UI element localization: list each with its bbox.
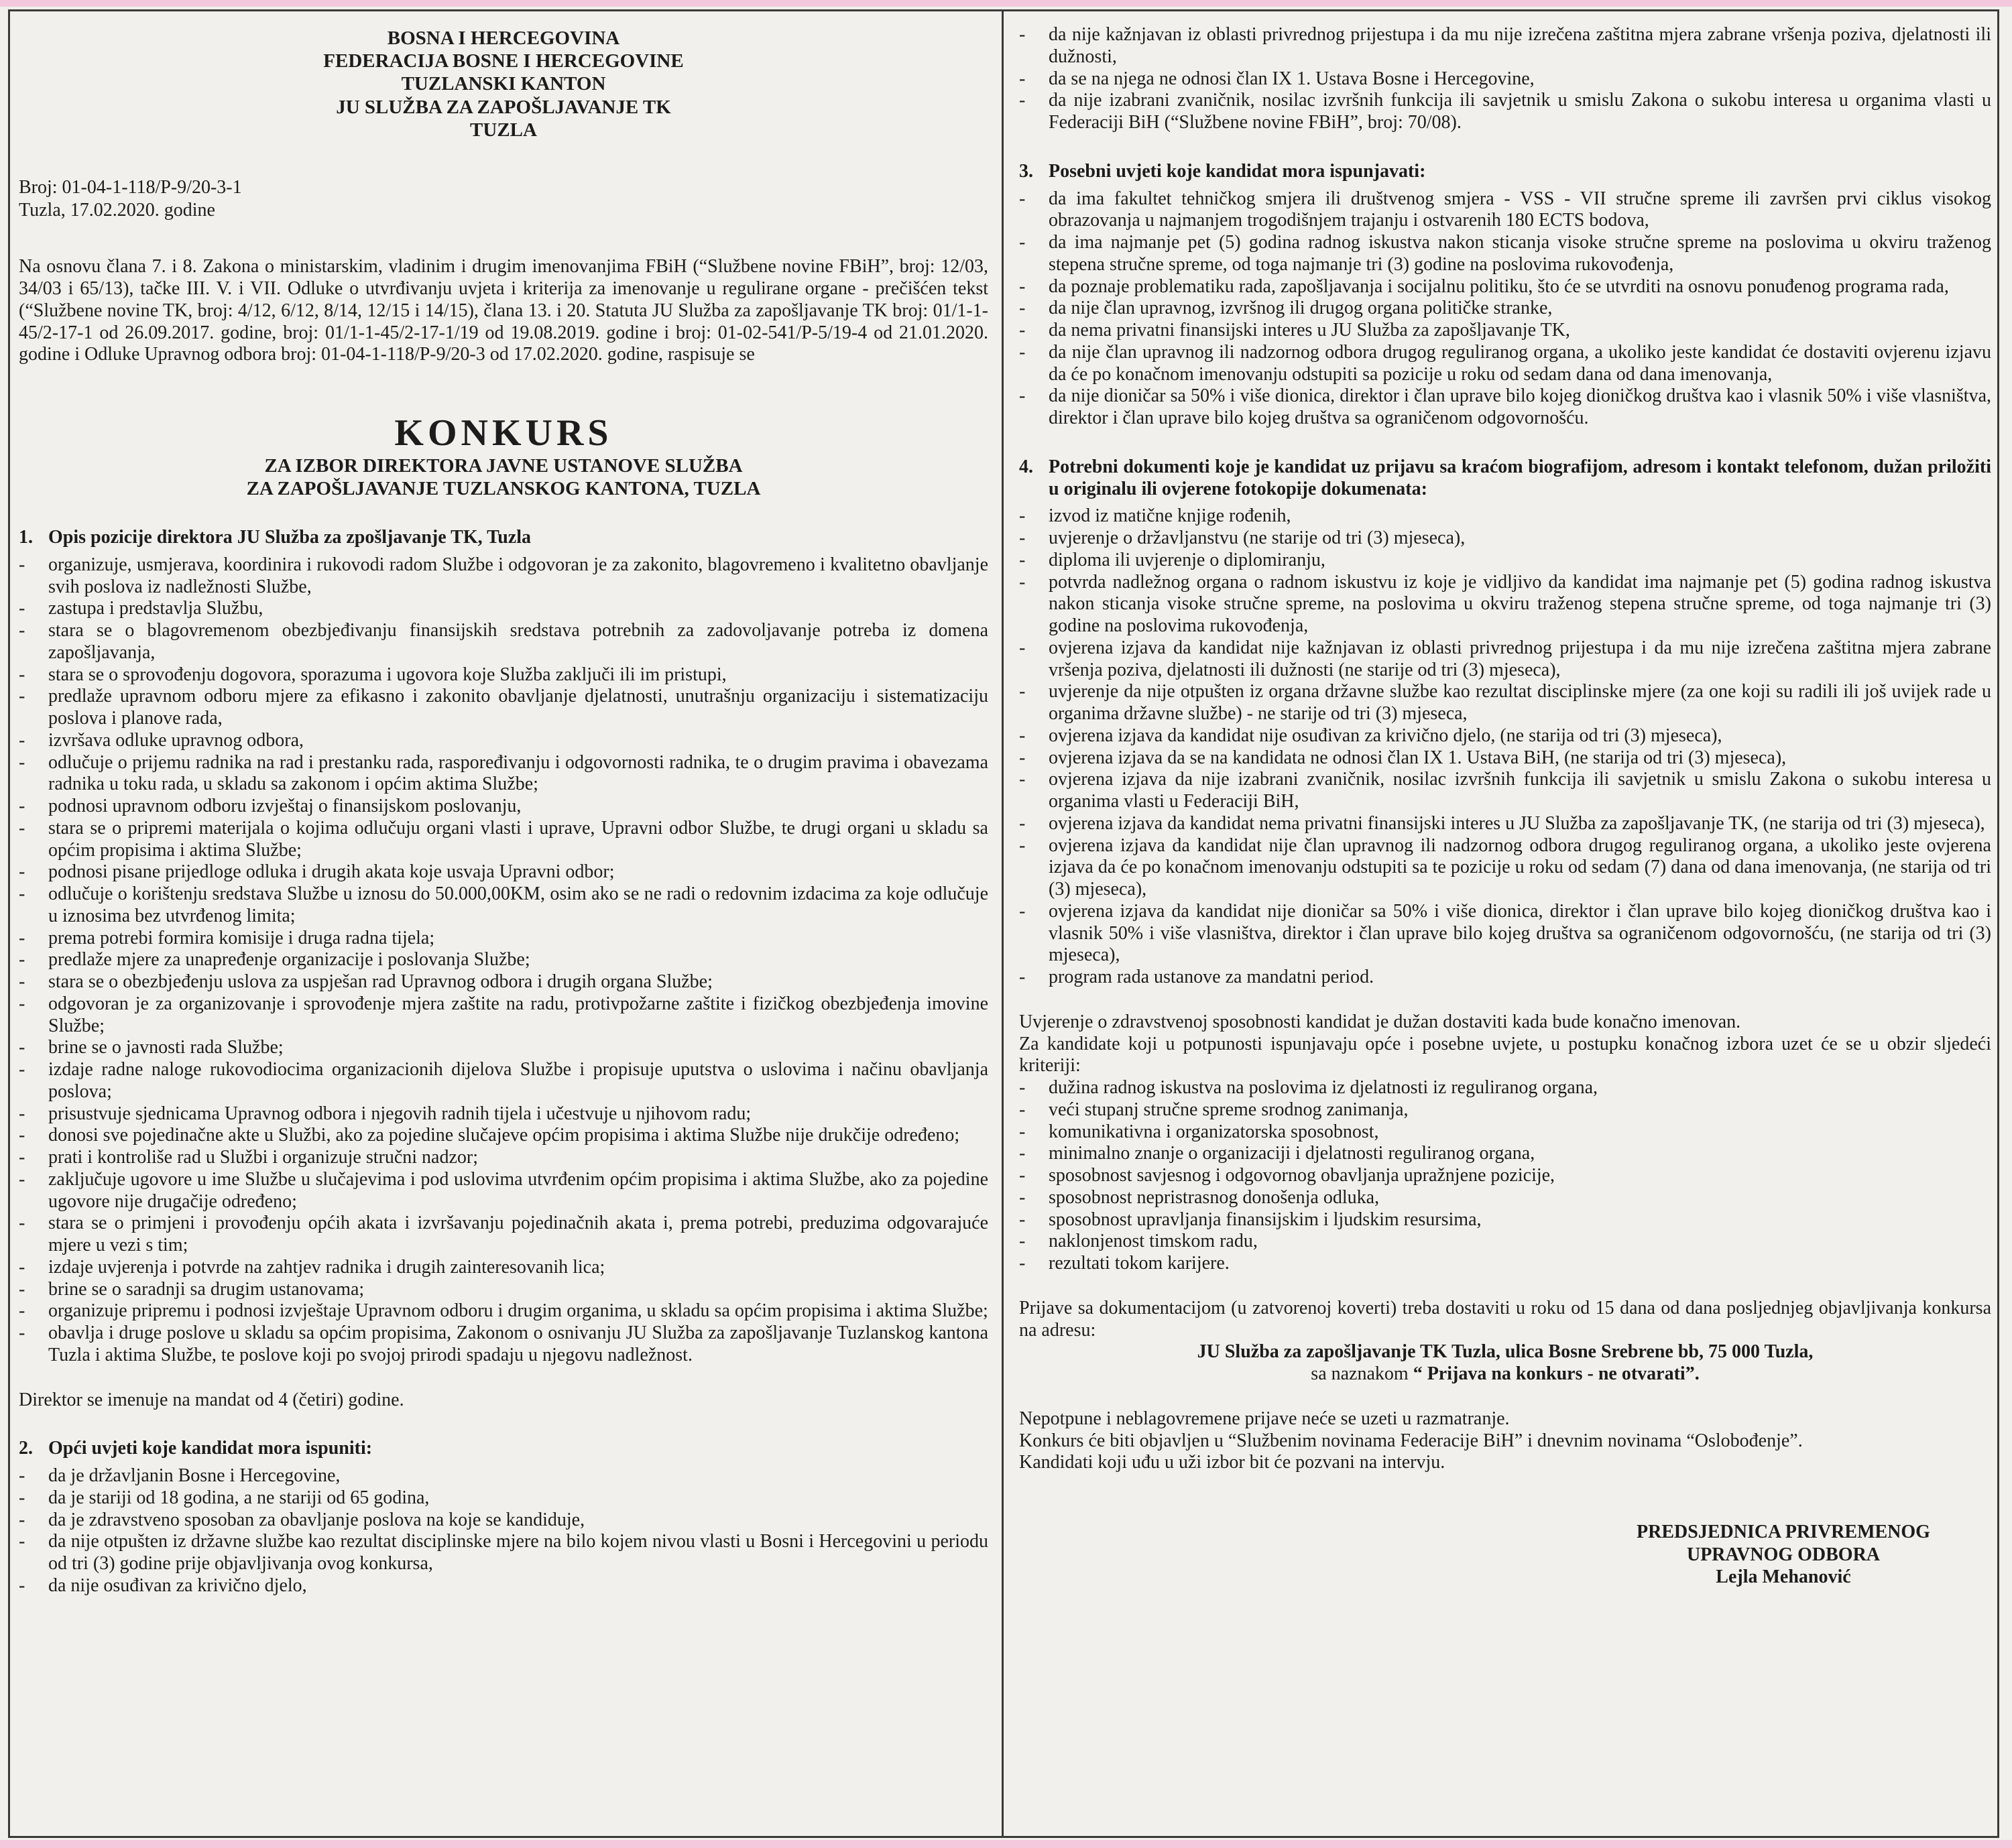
- list-item-text: da poznaje problematiku rada, zapošljavanja i socijalnu politiku, što će se utvrditi na osnovu ponuđenog programa rada,: [1049, 275, 1949, 297]
- mandate-block: [19, 1390, 988, 1412]
- submission-note: [1019, 1363, 1991, 1385]
- dash-marker: -: [1019, 812, 1026, 834]
- list-item-text: brine se o javnosti rada Službe;: [48, 1037, 284, 1058]
- list-item-text: donosi sve pojedinačne akte u Službi, ako za pojedine slučajeve općim propisima i aktima Službe nije drukčije određeno;: [48, 1125, 960, 1146]
- list-item: [1019, 276, 1991, 298]
- list-item: [19, 1322, 988, 1367]
- dash-marker: -: [19, 620, 25, 641]
- list-item: [19, 1300, 988, 1322]
- closing-line: Kandidati koji uđu u uži izbor bit će pozvani na intervju.: [1019, 1452, 1445, 1473]
- list-item: [1019, 1253, 1991, 1275]
- list-item: [1019, 1143, 1991, 1165]
- signature-name: Lejla Mehanović: [1716, 1566, 1851, 1588]
- list-item-text: da nije član upravnog ili nadzornog odbora drugog reguliranog organa, a ukoliko jeste kandidat će dostaviti ovjerenu izjavu da će po konačnom imenovanju odstupiti sa pozicije u roku od sedam dana od dana imenovanja,: [1049, 341, 1991, 385]
- dash-marker: -: [19, 971, 25, 993]
- mandate-text: Direktor se imenuje na mandat od 4 (četiri) godine.: [19, 1389, 404, 1410]
- dash-marker: -: [1019, 1077, 1026, 1098]
- list-item: [19, 1169, 988, 1213]
- dash-marker: -: [19, 817, 25, 839]
- list-item-text: ovjerena izjava da kandidat nije osuđivan za krivično djelo, (ne starija od tri (3) mjeseca),: [1049, 725, 1722, 746]
- list-item-text: sposobnost savjesnog i odgovornog obavljanja upražnjene pozicije,: [1049, 1165, 1555, 1186]
- section-2-title: [19, 1438, 988, 1460]
- list-item: [19, 993, 988, 1038]
- list-item-text: da nije otpušten iz državne službe kao rezultat disciplinske mjere na bilo kojem nivou vlasti u Bosni i Hercegovini u periodu od tri (3) godine prije objavljivanja ovog konkursa,: [48, 1531, 988, 1575]
- list-item-text: stara se o sprovođenju dogovora, sporazuma i ugovora koje Služba zaključi ili im pristupi,: [48, 664, 727, 685]
- intro-paragraph: Na osnovu člana 7. i 8. Zakona o ministarskim, vladinim i drugim imenovanjima FBiH (“Službene novine FBiH”, broj: 12/03, 34/03 i 65/13), tačke III. V. i VII. Odluke o utvrđivanju uvjeta i kriterija za imenovanje u regulirane organe - prečišćen tekst (“Službene novine TK, broj: 4/12, 6/12, 8/14, 12/15 i 14/15), člana 13. i 20. Statuta JU Služba za zapošljavanje TK broj: 01/1-1-45/2-17-1 od 26.09.2017. godine, broj: 01/1-1-45/2-17-1/19 od 19.08.2019. godine i broj: 01-02-541/P-5/19-4 od 21.01.2020. godine i Odluke Upravnog odbora broj: 01-04-1-118/P-9/20-3 od 17.02.2020. godine, raspisuje se: [19, 256, 988, 365]
- list-item: [19, 1531, 988, 1575]
- list-item-text: prema potrebi formira komisije i druga radna tijela;: [48, 927, 435, 948]
- section-title-text: Opći uvjeti koje kandidat mora ispuniti:: [48, 1438, 373, 1459]
- section-4-title: [1019, 456, 1991, 501]
- signature-title: PREDSJEDNICA PRIVREMENOG: [1637, 1522, 1930, 1542]
- list-item: [19, 1257, 988, 1279]
- dash-marker: -: [19, 664, 25, 685]
- list-item-text: uvjerenje da nije otpušten iz organa državne službe kao rezultat disciplinske mjere (za one koji su radili ili još uvijek rade u organima državne službe) - ne starije od tri (3) mjeseca,: [1049, 681, 1991, 724]
- dash-marker: -: [1019, 571, 1026, 593]
- list-item-text: komunikativna i organizatorska sposobnost,: [1049, 1121, 1379, 1142]
- dash-marker: -: [1019, 747, 1026, 768]
- list-item-text: ovjerena izjava da nije izabrani zvaničnik, nosilac izvršnih funkcija ili savjetnik u smislu Zakona o sukobu interesa u organima vlasti u Federaciji BiH,: [1049, 769, 1991, 812]
- header-line: BOSNA I HERCEGOVINA: [387, 27, 620, 49]
- list-item: [19, 730, 988, 752]
- list-item: [1019, 1165, 1991, 1187]
- section-1-list: [19, 554, 988, 1367]
- list-item: [1019, 747, 1991, 769]
- dash-marker: -: [1019, 188, 1026, 209]
- dash-marker: -: [1019, 385, 1026, 407]
- submission-address: JU Služba za zapošljavanje TK Tuzla, ulica Bosne Srebrene bb, 75 000 Tuzla,: [1197, 1341, 1814, 1363]
- list-item-text: ovjerena izjava da se na kandidata ne odnosi član IX 1. Ustava BiH, (ne starija od tri (3) mjeseca),: [1049, 747, 1787, 768]
- list-item: [1019, 24, 1991, 68]
- list-item: [1019, 1187, 1991, 1209]
- dash-marker: -: [1019, 549, 1026, 570]
- dash-marker: -: [1019, 298, 1026, 319]
- dash-marker: -: [19, 1300, 25, 1322]
- dash-marker: -: [19, 796, 25, 817]
- dash-marker: -: [1019, 68, 1026, 89]
- list-item-text: ovjerena izjava da kandidat nema privatni finansijski interes u JU Služba za zapošljavanje TK, (ne starija od tri (3) mjeseca),: [1049, 812, 1985, 834]
- list-item-text: da nije izabrani zvaničnik, nosilac izvršnih funkcija ili savjetnik u smislu Zakona o sukobu interesa u organima vlasti u Federaciji BiH (“Službene novine FBiH”, broj: 70/08).: [1049, 90, 1991, 133]
- list-item-text: stara se o obezbjeđenju uslova za uspješan rad Upravnog odbora i drugih organa Službe;: [48, 971, 713, 993]
- dash-marker: -: [19, 993, 25, 1014]
- list-item-text: zastupa i predstavlja Službu,: [48, 598, 263, 619]
- top-color-stripe: [0, 0, 2012, 7]
- list-item-text: izvršava odluke upravnog odbora,: [48, 729, 304, 751]
- submission-block: [1019, 1298, 1991, 1385]
- list-item: [1019, 813, 1991, 835]
- left-column: [19, 27, 988, 1597]
- list-item: [19, 1037, 988, 1059]
- section-title-text: Opis pozicije direktora JU Služba za zpošljavanje TK, Tuzla: [48, 527, 532, 548]
- list-item-text: da nije kažnjavan iz oblasti privrednog prijestupa i da mu nije izrečena zaštitna mjera zabrane vršenja poziva, djelatnosti ili dužnosti,: [1049, 24, 1991, 67]
- closing-block: [1019, 1408, 1991, 1474]
- submission-note-label: “ Prijava na konkurs - ne otvarati”.: [1413, 1363, 1700, 1384]
- dash-marker: -: [19, 1059, 25, 1081]
- dash-marker: -: [1019, 1186, 1026, 1208]
- list-item: [1019, 528, 1991, 550]
- list-item: [19, 1147, 988, 1169]
- list-item: [19, 1465, 988, 1487]
- dash-marker: -: [1019, 232, 1026, 253]
- list-item: [1019, 901, 1991, 967]
- list-item-text: sposobnost upravljanja finansijskim i ljudskim resursima,: [1049, 1209, 1482, 1230]
- list-item-text: da nije član upravnog, izvršnog ili drugog organa političke stranke,: [1049, 298, 1553, 319]
- list-item-text: da se na njega ne odnosi član IX 1. Ustava Bosne i Hercegovine,: [1049, 68, 1535, 89]
- dash-marker: -: [1019, 725, 1026, 746]
- dash-marker: -: [19, 927, 25, 948]
- list-item-text: diploma ili uvjerenje o diplomiranju,: [1049, 549, 1325, 570]
- dash-marker: -: [1019, 769, 1026, 790]
- dash-marker: -: [1019, 1231, 1026, 1252]
- dash-marker: -: [19, 1125, 25, 1146]
- column-divider: [1002, 9, 1004, 1838]
- dash-marker: -: [19, 1322, 25, 1344]
- list-item: [1019, 1099, 1991, 1121]
- document-header: [19, 27, 988, 141]
- dash-marker: -: [19, 1531, 25, 1552]
- list-item-text: stara se o pripremi materijala o kojima odlučuju organi vlasti i uprave, Upravni odbor Službe, te drugi organi u skladu sa općim propisima i aktima Službe;: [48, 817, 988, 861]
- dash-marker: -: [19, 1487, 25, 1508]
- list-item-text: ovjerena izjava da kandidat nije član upravnog ili nadzornog odbora drugog reguliranog organa, a ukoliko jeste ovjerena izjava da će po konačnom imenovanju odstupiti sa te pozicije u roku od sedam (7) dana od dana imenovanja, (ne starija od tri (3) mjeseca),: [1049, 835, 1991, 900]
- dash-marker: -: [1019, 835, 1026, 856]
- list-item: [19, 971, 988, 993]
- dash-marker: -: [19, 1575, 25, 1596]
- dash-marker: -: [1019, 1165, 1026, 1186]
- list-item: [19, 1279, 988, 1301]
- list-item: [1019, 1231, 1991, 1253]
- submission-note-prefix: sa naznakom: [1311, 1363, 1409, 1384]
- dash-marker: -: [1019, 1209, 1026, 1230]
- list-item-text: veći stupanj stručne spreme srodnog zanimanja,: [1049, 1099, 1409, 1120]
- list-item-text: stara se o blagovremenom obezbjeđivanju finansijskih sredstava potrebnih za zadovoljavanje potreba iz domena zapošljavanja,: [48, 620, 988, 663]
- dash-marker: -: [19, 686, 25, 707]
- header-line: JU SLUŽBA ZA ZAPOŠLJAVANJE TK: [336, 96, 671, 118]
- list-item: [1019, 1077, 1991, 1099]
- section-number: 1.: [19, 527, 33, 548]
- list-item: [1019, 68, 1991, 90]
- dash-marker: -: [1019, 24, 1026, 45]
- list-item: [19, 554, 988, 599]
- list-item-text: sposobnost nepristrasnog donošenja odluka,: [1049, 1186, 1380, 1208]
- list-item: [1019, 1209, 1991, 1231]
- closing-line: Konkurs će biti objavljen u “Službenim novinama Federacije BiH” i dnevnim novinama “Oslobođenje”.: [1019, 1430, 1803, 1451]
- list-item-text: predlaže upravnom odboru mjere za efikasno i zakonito obavljanje djelatnosti, unutrašnju organizaciju i sistematizaciju poslova i planove rada,: [48, 686, 988, 729]
- list-item: [19, 1487, 988, 1510]
- dash-marker: -: [1019, 637, 1026, 658]
- dash-marker: -: [19, 1256, 25, 1278]
- section-number: 2.: [19, 1438, 33, 1459]
- list-item: [19, 949, 988, 971]
- list-item: [1019, 90, 1991, 134]
- section-2-list: [19, 1465, 988, 1597]
- list-item-text: da je zdravstveno sposoban za obavljanje poslova na koje se kandiduje,: [48, 1509, 585, 1530]
- list-item: [1019, 385, 1991, 430]
- list-item: [1019, 769, 1991, 813]
- list-item-text: odlučuje o prijemu radnika na rad i prestanku rada, raspoređivanju i odgovornosti radnika, te o drugim pravima i obavezama radnika u toku rada, u skladu sa zakonom i općim aktima Službe;: [48, 751, 988, 795]
- list-item-text: minimalno znanje o organizaciji i djelatnosti reguliranog organa,: [1049, 1143, 1535, 1164]
- dash-marker: -: [1019, 681, 1026, 702]
- dash-marker: -: [19, 554, 25, 575]
- list-item: [19, 598, 988, 620]
- list-item-text: naklonjenost timskom radu,: [1049, 1231, 1258, 1252]
- list-item-text: odgovoran je za organizovanje i sprovođenje mjera zaštite na radu, protivpožarne zaštite i fizičkog obezbjeđenja imovine Službe;: [48, 993, 988, 1036]
- header-line: TUZLANSKI KANTON: [401, 73, 606, 95]
- list-item-text: organizuje, usmjerava, koordinira i rukovodi radom Službe i odgovoran je za zakonito, blagovremeno i kvalitetno obavljanje svih poslova iz nadležnosti Službe,: [48, 554, 988, 597]
- list-item-text: izdaje radne naloge rukovodiocima organizacionih dijelova Službe i propisuje uputstva o uslovima i načinu obavljanja poslova;: [48, 1059, 988, 1102]
- dash-marker: -: [1019, 528, 1026, 548]
- list-item: [19, 861, 988, 883]
- dash-marker: -: [19, 1278, 25, 1300]
- list-item: [1019, 725, 1991, 747]
- konkurs-title: KONKURS: [394, 412, 613, 454]
- list-item: [1019, 232, 1991, 276]
- dash-marker: -: [19, 729, 25, 751]
- dash-marker: -: [1019, 341, 1026, 363]
- konkurs-subtitle: ZA ZAPOŠLJAVANJE TUZLANSKOG KANTONA, TUZLA: [246, 477, 761, 499]
- section-title-text: Potrebni dokumenti koje je kandidat uz prijavu sa kraćom biografijom, adresom i kontakt telefonom, dužan priložiti u originalu ili ovjerene fotokopije dokumenata:: [1049, 456, 1991, 499]
- list-item-text: rezultati tokom karijere.: [1049, 1253, 1230, 1274]
- submission-text: Prijave sa dokumentacijom (u zatvorenoj koverti) treba dostaviti u roku od 15 dana od dana posljednjeg objavljivanja konkursa na adresu:: [1019, 1297, 1991, 1341]
- dash-marker: -: [19, 1213, 25, 1234]
- dash-marker: -: [1019, 1143, 1026, 1164]
- list-item-text: prisustvuje sjednicama Upravnog odbora i njegovih radnih tijela i učestvuje u njihovom radu;: [48, 1103, 752, 1124]
- dash-marker: -: [19, 598, 25, 619]
- list-item: [1019, 967, 1991, 989]
- list-item-text: uvjerenje o državljanstvu (ne starije od tri (3) mjeseca),: [1049, 528, 1466, 548]
- list-item-text: predlaže mjere za unapređenje organizacije i poslovanja Službe;: [48, 949, 530, 971]
- dash-marker: -: [1019, 900, 1026, 922]
- dash-marker: -: [1019, 1253, 1026, 1274]
- list-item: [19, 796, 988, 818]
- list-item: [19, 686, 988, 730]
- bottom-color-stripe: [0, 1840, 2012, 1848]
- list-item: [1019, 835, 1991, 901]
- document-date: Tuzla, 17.02.2020. godine: [19, 199, 215, 221]
- header-line: FEDERACIJA BOSNE I HERCEGOVINE: [323, 50, 684, 72]
- dash-marker: -: [1019, 1121, 1026, 1142]
- header-line: TUZLA: [470, 119, 537, 141]
- dash-marker: -: [19, 1103, 25, 1124]
- document-meta: [19, 176, 988, 221]
- list-item-text: stara se o primjeni i provođenju općih akata i izvršavanju pojedinačnih akata i, prema potrebi, preduzima odgovarajuće mjere u vezi s tim;: [48, 1213, 988, 1256]
- closing-line: Nepotpune i neblagovremene prijave neće se uzeti u razmatranje.: [1019, 1408, 1510, 1429]
- list-item: [19, 752, 988, 796]
- list-item: [1019, 505, 1991, 528]
- dash-marker: -: [19, 1168, 25, 1190]
- criteria-intro: Za kandidate koji u potpunosti ispunjavaju opće i posebne uvjete, u postupku konačnog izbora uzet će se u obzir sljedeći kriteriji:: [1019, 1033, 1991, 1076]
- list-item-text: zaključuje ugovore u ime Službe u slučajevima i pod uslovima utvrđenim općim propisima i aktima Službe, ako za pojedine ugovore nije drugačije određeno;: [48, 1168, 988, 1212]
- dash-marker: -: [1019, 90, 1026, 111]
- dash-marker: -: [19, 949, 25, 971]
- list-item-text: izdaje uvjerenja i potvrde na zahtjev radnika i drugih zainteresovanih lica;: [48, 1256, 605, 1278]
- dash-marker: -: [19, 883, 25, 905]
- list-item: [1019, 298, 1991, 320]
- intro-paragraph-wrap: [19, 256, 988, 366]
- dash-marker: -: [19, 1465, 25, 1487]
- list-item: [1019, 320, 1991, 342]
- section-number: 4.: [1019, 456, 1033, 477]
- dash-marker: -: [19, 751, 25, 773]
- list-item: [19, 883, 988, 928]
- dash-marker: -: [1019, 967, 1026, 987]
- list-item-text: podnosi upravnom odboru izvještaj o finansijskom poslovanju,: [48, 796, 522, 817]
- list-item-text: dužina radnog iskustva na poslovima iz djelatnosti iz reguliranog organa,: [1049, 1077, 1598, 1098]
- list-item-text: organizuje pripremu i podnosi izvještaje Upravnom odboru i drugim organima, u skladu sa općim propisima i aktima Službe;: [48, 1300, 988, 1322]
- list-item: [19, 1059, 988, 1103]
- section-4-list: [1019, 505, 1991, 989]
- list-item-text: podnosi pisane prijedloge odluka i drugih akata koje usvaja Upravni odbor;: [48, 861, 615, 883]
- dash-marker: -: [1019, 1099, 1026, 1120]
- list-item-text: da je stariji od 18 godina, a ne stariji od 65 godina,: [48, 1487, 430, 1508]
- section-title-text: Posebni uvjeti koje kandidat mora ispunjavati:: [1049, 160, 1426, 182]
- list-item-text: ovjerena izjava da kandidat nije kažnjavan iz oblasti privrednog prijestupa i da mu nije izrečena zaštitna mjera zabrane vršenja poziva, djelatnosti ili dužnosti (ne starije od tri (3) mjeseca),: [1049, 637, 1991, 680]
- section-number: 3.: [1019, 160, 1033, 182]
- list-item: [1019, 1121, 1991, 1144]
- list-item-text: program rada ustanove za mandatni period.: [1049, 967, 1374, 987]
- section-1-title: [19, 527, 988, 549]
- list-item: [19, 1103, 988, 1125]
- list-item: [19, 620, 988, 664]
- list-item: [1019, 572, 1991, 637]
- list-item-text: prati i kontroliše rad u Službi i organizuje stručni nadzor;: [48, 1147, 478, 1168]
- list-item-text: da nije dioničar sa 50% i više dionica, direktor i član uprave bilo kojeg dioničkog društva kao i vlasnik 50% i više vlasništva, direktor i član uprave bilo kojeg društva sa ograničenom odgovornošću.: [1049, 385, 1991, 428]
- list-item: [19, 1213, 988, 1257]
- konkurs-subtitle: ZA IZBOR DIREKTORA JAVNE USTANOVE SLUŽBA: [264, 454, 743, 477]
- list-item-text: da ima fakultet tehničkog smjera ili društvenog smjera - VSS - VII stručne spreme ili završen prvi ciklus visokog obrazovanja u najmanjem trogodišnjem trajanju i ostvarenih 180 ECTS bodova,: [1049, 188, 1991, 231]
- criteria-list: [1019, 1077, 1991, 1275]
- list-item: [19, 818, 988, 862]
- dash-marker: -: [19, 1037, 25, 1058]
- section-3-title: [1019, 161, 1991, 183]
- signature-title: UPRAVNOG ODBORA: [1686, 1544, 1881, 1565]
- list-item: [1019, 550, 1991, 572]
- list-item-text: potvrda nadležnog organa o radnom iskustvu iz koje je vidljivo da kandidat ima najmanje pet (5) godina radnog iskustva nakon sticanja visoke stručne spreme, na poslovima u okviru traženog stepena stručne spreme, od toga najmanje tri (3) godine na poslovima rukovođenja,: [1049, 571, 1991, 636]
- list-item: [1019, 637, 1991, 682]
- list-item-text: izvod iz matične knjige rođenih,: [1049, 505, 1291, 527]
- list-item-text: obavlja i druge poslove u skladu sa općim propisima, Zakonom o osnivanju JU Služba za zapošljavanje Tuzlanskog kantona Tuzla i aktima Službe, te poslove koji po svojoj prirodi spadaju u njegovu nadležnost.: [48, 1322, 988, 1365]
- dash-marker: -: [19, 1509, 25, 1530]
- list-item: [19, 664, 988, 686]
- list-item-text: odlučuje o korištenju sredstava Službe u iznosu do 50.000,00KM, osim ako se ne radi o redovnim izdacima za koje odlučuje u iznosima bez utvrđenog limita;: [48, 883, 988, 926]
- list-item: [19, 1125, 988, 1147]
- criteria-block: [1019, 1011, 1991, 1275]
- dash-marker: -: [1019, 275, 1026, 297]
- list-item-text: da ima najmanje pet (5) godina radnog iskustva nakon sticanja visoke stručne spreme na poslovima u okviru traženog stepena stručne spreme, od toga najmanje tri (3) godine na poslovima rukovođenja,: [1049, 232, 1991, 275]
- list-item-text: brine se o saradnji sa drugim ustanovama;: [48, 1278, 365, 1300]
- dash-marker: -: [1019, 505, 1026, 527]
- dash-marker: -: [19, 1147, 25, 1168]
- list-item: [19, 1575, 988, 1597]
- document-number: Broj: 01-04-1-118/P-9/20-3-1: [19, 177, 242, 198]
- list-item-text: da nema privatni finansijski interes u JU Služba za zapošljavanje TK,: [1049, 320, 1570, 341]
- list-item: [1019, 681, 1991, 725]
- health-note: Uvjerenje o zdravstvenoj sposobnosti kandidat je dužan dostaviti kada bude konačno imenovan.: [1019, 1011, 1741, 1032]
- list-item: [19, 1510, 988, 1532]
- list-item: [19, 928, 988, 950]
- list-item: [1019, 188, 1991, 233]
- list-item: [1019, 342, 1991, 386]
- section-3-list: [1019, 188, 1991, 430]
- list-item-text: ovjerena izjava da kandidat nije dioničar sa 50% i više dionica, direktor i član uprave bilo kojeg dioničkog društva kao i vlasnik 50% i više vlasništva, direktor i član uprave bilo kojeg društva sa ograničenom odgovornošću, (ne starija od tri (3) mjeseca),: [1049, 900, 1991, 966]
- dash-marker: -: [1019, 320, 1026, 341]
- right-column: [1019, 24, 1991, 1589]
- list-item-text: da je državljanin Bosne i Hercegovine,: [48, 1465, 341, 1487]
- section-2-list-continued: [1019, 24, 1991, 134]
- dash-marker: -: [19, 861, 25, 883]
- signature-block: [1019, 1521, 1991, 1589]
- list-item-text: da nije osuđivan za krivično djelo,: [48, 1575, 307, 1596]
